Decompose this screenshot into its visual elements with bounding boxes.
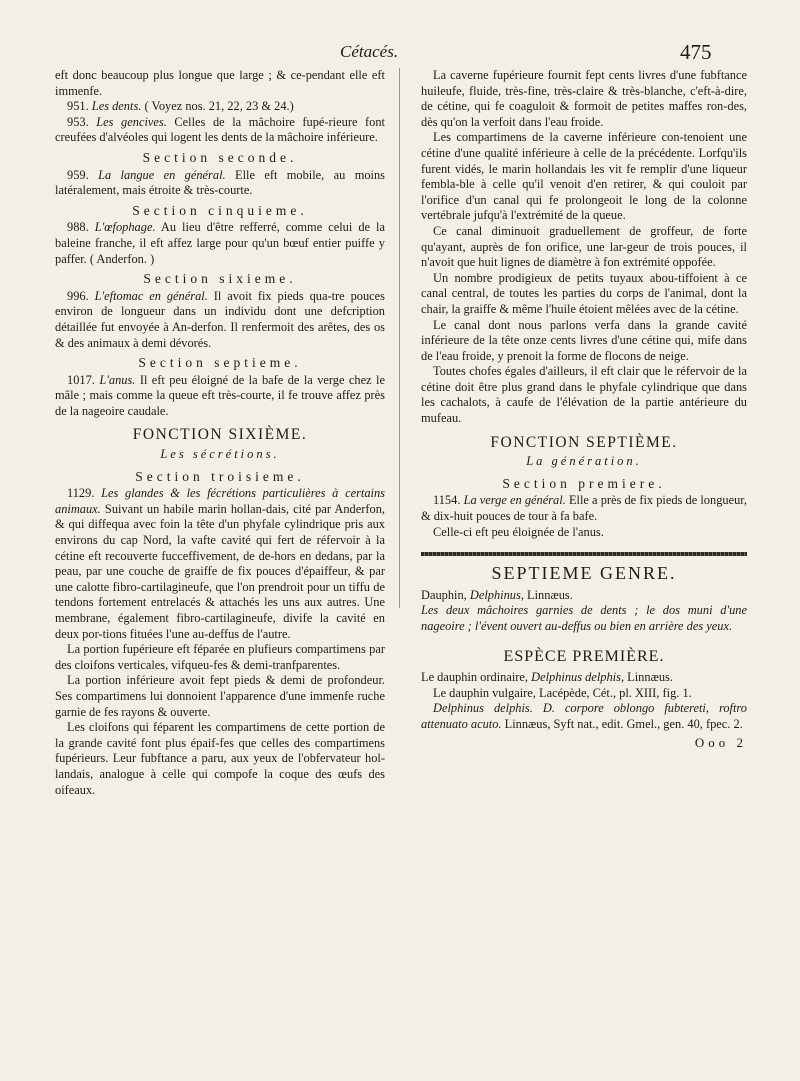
genus-heading: SEPTIEME GENRE. [491, 563, 677, 584]
para-title: L'anus. [99, 372, 136, 387]
paragraph: Toutes chofes égales d'ailleurs, il eft clair que le réfervoir de la cétine doit être plus grand dans le phyfale cylindrique que dans les cachalots, à caufe de l'élévation de la partie antérieure du mufeau. [421, 364, 747, 426]
para-number: 1017. [67, 372, 95, 387]
paragraph: Ce canal diminuoit graduellement de groffeur, de forte qu'ayant, auprès de fon orifice, une lar-geur de trois pouces, il n'avoit que huit lignes de diamètre à fon extrémité oppofée. [421, 223, 747, 270]
synonym-name: Le dauphin vulgaire, [433, 685, 536, 700]
species-synonym [421, 686, 747, 702]
para-text: ( Voyez nos. 21, 22, 23 & 24.) [144, 99, 294, 114]
function-heading: FONCTION SEPTIÈME. [490, 433, 678, 451]
diagnosis-reference: Linnæus, Syft nat., edit. Gmel., gen. 40, fpec. 2. [504, 716, 743, 731]
paragraph-gencives [55, 115, 385, 146]
para-text: Au lieu d'être refferré, comme celui de la baleine franche, il eft affez large pour qu'un bœuf entier puiffe y paffer. ( Anderfon. ) [55, 220, 385, 266]
paragraph: Les cloifons qui féparent les compartimens de cette portion de la grande cavité font plus épaif-fes que celles des compartimens fupérieurs. Leur fubftance a paru, aux yeux de l'obfervateur hol-landais, analogue à celle qui compofe la coque des œufs des oifeaux. [55, 720, 385, 797]
paragraph: Le canal dont nous parlons verfa dans la grande cavité inférieure de la tête onze cents livres d'une cétine qui, mife dans de l'eau froide, y prenoit la forme de flocons de neige. [421, 317, 747, 363]
para-number: 996. [67, 288, 89, 303]
paragraph-verge [421, 493, 747, 524]
para-title: La verge en général. [463, 493, 566, 508]
para-number: 953. [67, 114, 89, 129]
section-heading: Section premiere. [502, 475, 666, 491]
synonym-reference: Lacépède, Cét., pl. XIII, fig. 1. [539, 685, 692, 700]
species-name [421, 670, 747, 686]
running-title: Cétacés. [340, 42, 399, 61]
species-authority: Linnæus. [627, 670, 673, 685]
ornamental-rule [421, 552, 747, 556]
genus-description: Les deux mâchoires garnies de dents ; le dos muni d'une nageoire ; l'évent ouvert au-deffus ou bien en arrière des yeux. [421, 603, 747, 633]
species-common-name: Le dauphin ordinaire, [421, 670, 529, 685]
paragraph-langue [55, 168, 385, 199]
paragraph: Celle-ci eft peu éloignée de l'anus. [433, 524, 604, 539]
para-text: Elle a près de fix pieds de longueur, & dix-huit pouces de tour à fa bafe. [421, 493, 748, 524]
paragraph-dents [55, 99, 385, 115]
genus-authority: Linnæus. [527, 587, 573, 602]
para-number: 1129. [67, 486, 95, 501]
right-column [421, 68, 747, 750]
paragraph-glandes [55, 486, 385, 642]
para-text: Celles de la mâchoire fupé-rieure font creufées d'alvéoles qui logent les dents de la mâchoire inférieure. [55, 114, 385, 145]
paragraph: Un nombre prodigieux de petits tuyaux abou-tiffoient à ce canal central, de toutes les parties du corps de l'animal, dont la chair, la graiffe & même l'huile étoient mêlées avec de la cétine. [421, 270, 747, 316]
para-title: La langue en général. [98, 167, 226, 182]
section-heading: Section sixieme. [143, 271, 297, 287]
genus-names [421, 588, 747, 604]
signature-mark: Ooo 2 [694, 734, 747, 750]
subheading: La génération. [526, 454, 642, 469]
para-title: L'eftomac en général. [94, 288, 208, 303]
para-title: Les glandes & les fécrétions particulières à certains animaux. [55, 486, 385, 516]
genus-latin-name: Delphinus, [469, 587, 524, 602]
species-latin-name: Delphinus delphis, [531, 670, 625, 685]
para-number: 951. [67, 99, 89, 114]
para-title: Les dents. [91, 99, 142, 114]
paragraph: Les compartimens de la caverne inférieure con-tenoient une cétine d'une qualité inférieure à celle de la précédente. Lorfqu'ils furent vidés, le marin hollandais les vit fe remplir d'une liqueur fembla-ble à celle qu'il venoit d'en retirer, & qui couloit par l'orifice d'un canal qui fe prolongeoit le long de la colonne vertébrale jufqu'à l'extrémité de la queue. [421, 130, 747, 223]
species-diagnosis [421, 701, 747, 732]
para-number: 988. [67, 220, 89, 235]
species-heading: ESPÈCE PREMIÈRE. [503, 647, 665, 665]
left-column [55, 68, 385, 798]
section-heading: Section cinquieme. [132, 202, 308, 218]
section-heading: Section septieme. [138, 355, 302, 371]
para-number: 959. [67, 167, 89, 182]
column-divider [399, 68, 400, 608]
para-text: Suivant un habile marin hollan-dais, cité par Anderfon, & qui diffequa avec foin la tête d'un phyfale cylindrique pris aux environs du cap Nord, la vafte cavité qui fert de réfervoir à la cétine eft recouverte fucceffivement, de de-hors en dedans, par la peau, par une couche de graiffe de fix pouces d'épaiffeur, & par une calotte fibro-cartilagineufe, que l'on prendroit pour un tiffu de tendons fortement entrelacés & attachés les uns aux autres. Une membrane, également fibro-cartilagineufe, divife la cavité en deux por-tions fituées l'une au-deffus de l'autre. [55, 501, 385, 641]
para-title: Les gencives. [96, 114, 167, 129]
paragraph-estomac [55, 289, 385, 351]
subheading: Les sécrétions. [160, 447, 280, 462]
para-text: Il eft peu éloigné de la bafe de la verge chez le mâle ; mais comme la queue eft très-courte, il fe trouve affez près de la nageoire caudale. [55, 372, 385, 418]
page-number: 475 [680, 40, 712, 64]
section-heading: Section troisieme. [135, 468, 305, 484]
paragraph: La caverne fupérieure fournit fept cents livres d'une fubftance huileufe, fluide, très-fine, très-claire & très-blanche, c'eft-à-dire, de cétine, qui fe coaguloit & formoit de petites maffes ron-des, dès qu'on la verfoit dans l'eau froide. [421, 68, 747, 129]
para-number: 1154. [433, 493, 461, 508]
paragraph-oesophage [55, 220, 385, 267]
genus-common-name: Dauphin, [421, 587, 467, 602]
diagnosis-latin: Delphinus delphis. D. corpore oblongo fubtereti, roftro attenuato acuto. [421, 701, 747, 731]
section-heading: Section seconde. [142, 149, 298, 165]
paragraph: La portion fupérieure eft féparée en plufieurs compartimens par des cloifons verticales, vifqueu-fes & demi-tranfparentes. [55, 642, 385, 672]
para-text: Elle eft mobile, au moins latéralement, mais étroite & très-courte. [55, 167, 385, 198]
paragraph: eft donc beaucoup plus longue que large ; & ce-pendant elle eft immenfe. [55, 68, 385, 98]
function-heading: FONCTION SIXIÈME. [132, 426, 308, 444]
paragraph: La portion inférieure avoit fept pieds & demi de profondeur. Ses compartimens lui donnoient l'apparence d'une immenfe ruche garnie de fes rayons & ouverte. [55, 673, 385, 719]
para-text: Il avoit fix pieds qua-tre pouces environ de longueur dans un individu dont une defcription détaillée fut envoyée à An-derfon. Il renfermoit des arêtes, des os & des animaux à demi dévorés. [55, 288, 385, 350]
para-title: L'œfophage. [94, 220, 156, 235]
paragraph-anus [55, 373, 385, 420]
